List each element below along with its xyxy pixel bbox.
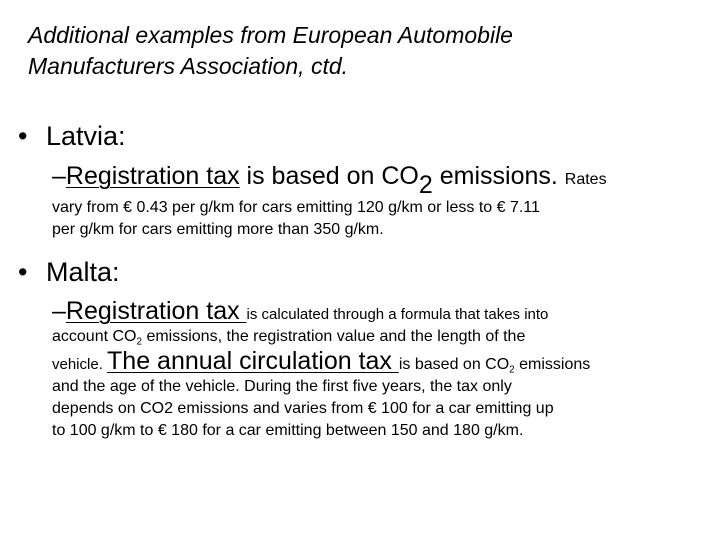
bullet-dot: • [18, 121, 28, 151]
registration-tax-label: Registration tax [65, 162, 240, 190]
malta-line-3a: vehicle. [52, 356, 108, 373]
bullet-malta [18, 256, 120, 288]
malta-line-4: and the age of the vehicle. During the first five years, the tax only [52, 378, 512, 395]
registration-tax-label: Registration tax [65, 297, 247, 325]
title-line-1: Additional examples from European Automobile [28, 22, 513, 48]
malta-detail [52, 297, 702, 442]
malta-line-6: to 100 g/km to € 180 for a car emitting between 150 and 180 g/km. [52, 422, 524, 439]
title-line-2: Manufacturers Association, ctd. [28, 53, 349, 79]
malta-text-1: is calculated through a formula that takes into [246, 306, 549, 323]
latvia-line-3: per g/km for cars emitting more than 350 g/km. [52, 221, 384, 238]
dash: – [52, 162, 66, 190]
co2-subscript: 2 [418, 170, 433, 199]
latvia-heading: Latvia: [46, 121, 126, 151]
bullet-latvia [18, 120, 126, 152]
malta-line-2a: account CO [52, 328, 137, 345]
malta-line-2b: emissions, the registration value and the length of the [142, 328, 526, 345]
malta-line-5: depends on CO2 emissions and varies from € 100 for a car emitting up [52, 400, 554, 417]
malta-line-3b: is based on CO [398, 356, 510, 373]
malta-line-3c: emissions [514, 356, 591, 373]
co2-subscript: 2 [136, 336, 142, 348]
latvia-rates: Rates [564, 171, 607, 188]
co2-subscript: 2 [509, 364, 515, 376]
slide-title [28, 20, 688, 82]
dash: – [52, 297, 66, 325]
latvia-detail [52, 162, 702, 241]
latvia-text-1: is based on CO [239, 162, 419, 190]
bullet-dot: • [18, 257, 28, 287]
latvia-line-2: vary from € 0.43 per g/km for cars emitting 120 g/km or less to € 7.11 [52, 199, 540, 216]
latvia-text-2: emissions. [432, 162, 565, 190]
circulation-tax-label: The annual circulation tax [107, 347, 399, 375]
malta-heading: Malta: [46, 257, 120, 287]
